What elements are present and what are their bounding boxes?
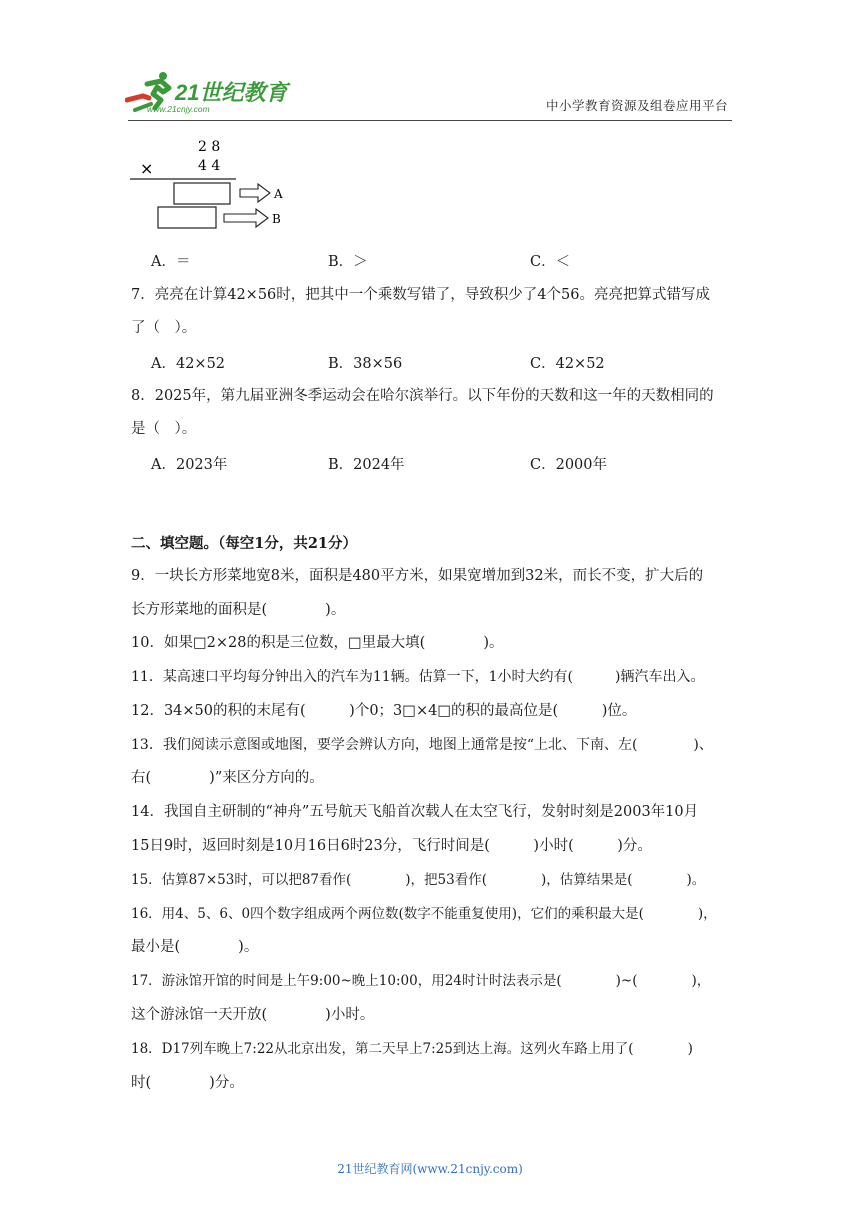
q14-line1: 14．我国自主研制的“神舟”五号航天飞船首次载人在太空飞行，发射时刻是2003年10月 <box>131 804 699 820</box>
q11-line: 11．某高速口平均每分钟出入的汽车为11辆。估算一下，1小时大约有( )辆汽车出入。 <box>131 669 705 685</box>
q7-stem-line2: 了（ ）。 <box>131 320 197 336</box>
multiplication-diagram <box>128 136 298 232</box>
q6-option-c: C．＜ <box>530 254 571 270</box>
box-b <box>158 207 216 228</box>
q7-option-b: B．38×56 <box>328 356 403 372</box>
logo-url: www.21cnjy.com <box>147 104 210 114</box>
platform-name: 中小学教育资源及组卷应用平台 <box>545 98 728 113</box>
q7-option-a: A．42×52 <box>151 356 226 372</box>
q17-line2: 这个游泳馆一天开放( )小时。 <box>131 1007 375 1023</box>
q17-line1: 17．游泳馆开馆的时间是上午9:00~晚上10:00，用24时计时法表示是( )~( )， <box>131 973 711 989</box>
site-logo <box>125 70 295 114</box>
arrow-a-icon <box>240 184 270 202</box>
section-title: 二、填空题。（每空1分，共21分） <box>131 535 358 552</box>
q15-line: 15．估算87×53时，可以把87看作( )，把53看作( )，估算结果是( )。 <box>131 872 706 888</box>
q18-line1: 18．D17列车晚上7:22从北京出发，第二天早上7:25到达上海。这列火车路上用了( ) <box>131 1041 693 1057</box>
q6-option-b: B．＞ <box>328 254 368 270</box>
q16-line2: 最小是( )。 <box>131 939 259 955</box>
q8-option-c: C．2000年 <box>530 457 607 473</box>
q12-line: 12．34×50的积的末尾有( )个0；3□×4□的积的最高位是( )位。 <box>131 703 637 719</box>
label-b: B <box>272 212 281 226</box>
arrow-b-icon <box>224 209 268 227</box>
q8-stem-line1: 8．2025年，第九届亚洲冬季运动会在哈尔滨举行。以下年份的天数和这一年的天数相同的 <box>131 388 714 404</box>
multiplier: 4 4 <box>198 158 221 174</box>
q13-line2: 右( )”来区分方向的。 <box>131 770 324 786</box>
box-a <box>174 183 230 204</box>
q16-line1: 16．用4、5、6、0四个数字组成两个两位数(数字不能重复使用)，它们的乘积最大是( )， <box>131 906 717 922</box>
q10-line: 10．如果□2×28的积是三位数，□里最大填( )。 <box>131 635 504 651</box>
q8-option-a: A．2023年 <box>151 457 228 473</box>
q13-line1: 13．我们阅读示意图或地图，要学会辨认方向，地图上通常是按“上北、下南、左( )、 <box>131 737 713 753</box>
multiplicand: 2 8 <box>198 139 221 155</box>
logo-text: 21世纪教育 <box>175 80 288 105</box>
q8-option-b: B．2024年 <box>328 457 405 473</box>
label-a: A <box>274 187 283 201</box>
q7-option-c: C．42×52 <box>530 356 605 372</box>
q8-stem-line2: 是（ ）。 <box>131 421 197 437</box>
header-divider <box>128 120 732 121</box>
q9-line1: 9．一块长方形菜地宽8米，面积是480平方米，如果宽增加到32米，而长不变，扩大后的 <box>131 568 704 584</box>
times-sign: × <box>140 159 154 178</box>
q7-stem-line1: 7．亮亮在计算42×56时，把其中一个乘数写错了，导致积少了4个56。亮亮把算式错写成 <box>131 287 710 303</box>
q6-option-a: A．＝ <box>151 254 191 270</box>
q18-line2: 时( )分。 <box>131 1075 244 1091</box>
footer-link[interactable]: 21世纪教育网(www.21cnjy.com) <box>337 1162 523 1176</box>
q9-line2: 长方形菜地的面积是( )。 <box>131 602 346 618</box>
q14-line2: 15日9时，返回时刻是10月16日6时23分，飞行时间是( )小时( )分。 <box>131 838 652 854</box>
